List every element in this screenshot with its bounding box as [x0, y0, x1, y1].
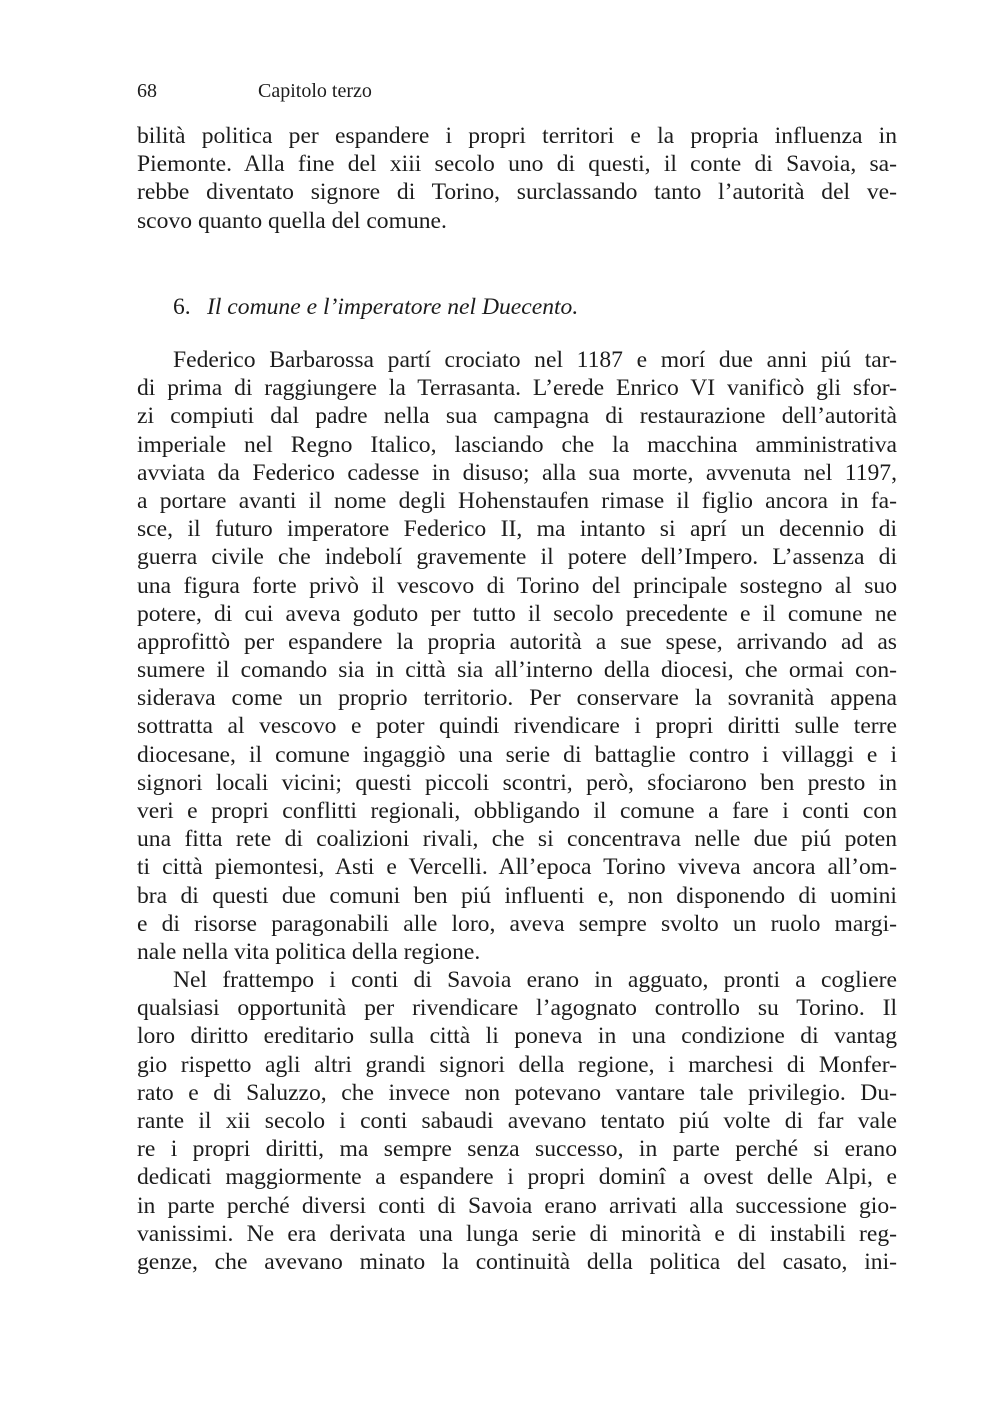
text-line: a portare avanti il nome degli Hohenstaufen rimase il figlio ancora in fa-: [137, 487, 897, 514]
running-head: [137, 78, 372, 104]
text-line: rato e di Saluzzo, che invece non potevano vantare tale privilegio. Du-: [137, 1079, 897, 1106]
text-line: avviata da Federico cadesse in disuso; alla sua morte, avvenuta nel 1197,: [137, 459, 897, 486]
text-line: rante il xii secolo i conti sabaudi avevano tentato piú volte di far vale: [137, 1107, 897, 1134]
text-line: in parte perché diversi conti di Savoia erano arrivati alla successione gio-: [137, 1192, 897, 1219]
text-line: scovo quanto quella del comune.: [137, 207, 447, 234]
chapter-title: Capitolo terzo: [258, 80, 372, 102]
text-line: Federico Barbarossa partí crociato nel 1187 e morí due anni piú tar-: [173, 347, 897, 373]
text-line: gio rispetto agli altri grandi signori della regione, i marchesi di Monfer-: [137, 1051, 897, 1078]
text-line: sce, il futuro imperatore Federico II, ma intanto si aprí un decennio di: [137, 516, 897, 543]
text-line: signori locali vicini; questi piccoli scontri, però, sfociarono ben presto in: [137, 769, 897, 796]
section-number: 6.: [173, 294, 191, 320]
text-line: siderava come un proprio territorio. Per conservare la sovranità appena: [137, 685, 897, 712]
paragraph-2: [137, 966, 897, 1276]
text-line: qualsiasi opportunità per rivendicare l’agognato controllo su Torino. Il: [137, 995, 897, 1022]
text-line: vanissimi. Ne era derivata una lunga serie di minorità e di instabili reg-: [137, 1220, 897, 1247]
text-line: potere, di cui aveva goduto per tutto il secolo precedente e il comune ne: [137, 600, 897, 627]
text-line: re i propri diritti, ma sempre senza successo, in parte perché si erano: [137, 1136, 897, 1163]
text-line: veri e propri conflitti regionali, obbligando il comune a fare i conti con: [137, 798, 897, 824]
text-line: una figura forte privò il vescovo di Torino del principale sostegno al suo: [137, 572, 897, 599]
text-line: nale nella vita politica della regione.: [137, 938, 481, 965]
text-line: approfittò per espandere la propria autorità a sue spese, arrivando ad as: [137, 628, 897, 655]
text-line: guerra civile che indebolí gravemente il potere dell’Impero. L’assenza di: [137, 544, 897, 571]
text-line: loro diritto ereditario sulla città li poneva in una condizione di vantag: [137, 1023, 897, 1050]
text-line: sumere il comando sia in città sia all’interno della diocesi, che ormai con-: [137, 657, 897, 684]
text-line: bra di questi due comuni ben piú influenti e, non disponendo di uomini: [137, 882, 897, 909]
text-line: di prima di raggiungere la Terrasanta. L’erede Enrico VI vanificò gli sfor-: [137, 375, 897, 402]
text-line: genze, che avevano minato la continuità della politica del casato, ini-: [137, 1248, 897, 1275]
text-line: dedicati maggiormente a espandere i propri dominî a ovest delle Alpi, e: [137, 1164, 897, 1191]
text-line: Nel frattempo i conti di Savoia erano in agguato, pronti a cogliere: [173, 967, 897, 993]
text-line: diocesane, il comune ingaggiò una serie di battaglie contro i villaggi e i: [137, 741, 897, 768]
text-line: bilità politica per espandere i propri territori e la propria influenza in: [137, 123, 897, 149]
paragraph-top: [137, 122, 897, 235]
text-line: Piemonte. Alla fine del xiii secolo uno di questi, il conte di Savoia, sa-: [137, 151, 897, 178]
text-line: zi compiuti dal padre nella sua campagna di restaurazione dell’autorità: [137, 403, 897, 430]
page-number: 68: [137, 80, 157, 102]
text-line: imperiale nel Regno Italico, lasciando che la macchina amministrativa: [137, 431, 897, 458]
text-line: e di risorse paragonabili alle loro, aveva sempre svolto un ruolo margi-: [137, 910, 897, 937]
section-heading: [173, 292, 578, 322]
text-line: rebbe diventato signore di Torino, surclassando tanto l’autorità del ve-: [137, 179, 897, 206]
text-line: ti città piemontesi, Asti e Vercelli. All’epoca Torino viveva ancora all’om-: [137, 854, 897, 881]
paragraph-1: [137, 346, 897, 966]
section-title: Il comune e l’imperatore nel Duecento.: [207, 294, 579, 320]
text-line: sottratta al vescovo e poter quindi rivendicare i propri diritti sulle terre: [137, 713, 897, 740]
text-line: una fitta rete di coalizioni rivali, che si concentrava nelle due piú poten: [137, 826, 897, 853]
